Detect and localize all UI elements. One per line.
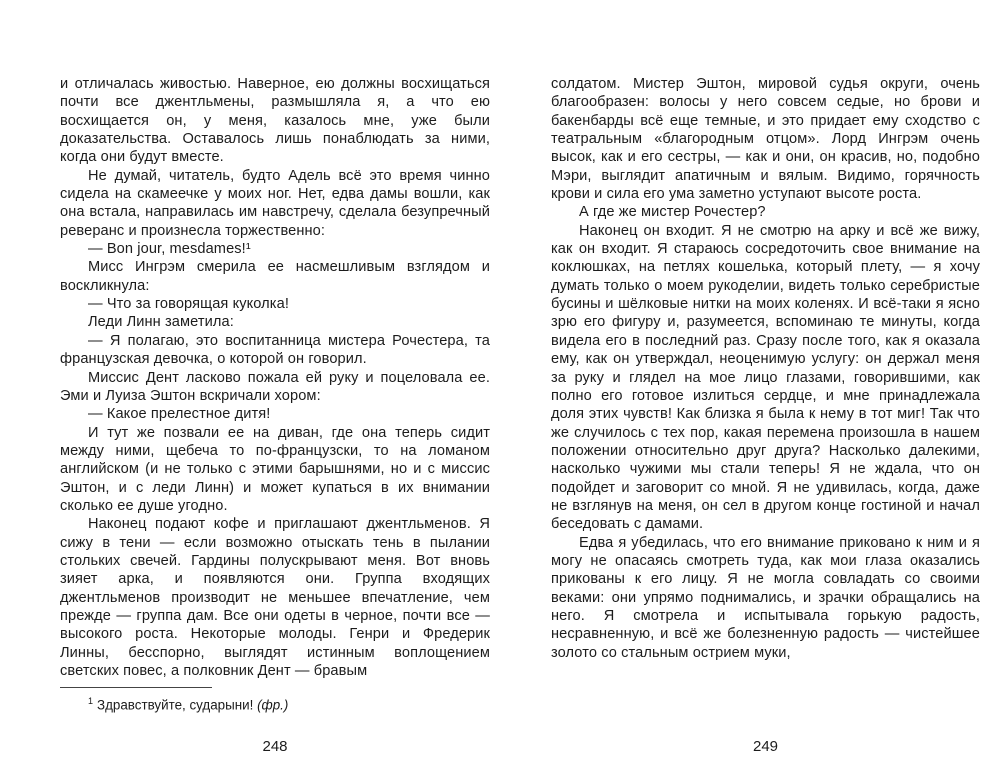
page-number-left: 248 bbox=[262, 738, 288, 755]
footnote-marker: 1 bbox=[88, 696, 94, 707]
paragraph: Наконец он входит. Я не смотрю на арку и всё же вижу, как он входит. Я стараюсь сосредоточить свое внимание на коклюшках, на петлях кошелька, который плету, — я хочу думать только о моем рукоделии, видеть только серебристые бусины и шёлковые нитки на моих коленях. И всё-таки я ясно зрю его фигуру и, разумеется, вспоминаю те минуты, когда видела его в последний раз. Сразу после того, как я оказала ему, как он утверждал, неоценимую услугу: он держал меня за руку и глядел на мое лицо глазами, говорившими, как полно его готовое излиться сердце, и мне принадлежала доля этих чувств! Как близка я была к нему в тот миг! Так что же случилось с тех пор, какая перемена произошла в нашем положении относительно друг друга? Насколько далекими, насколько чужими мы стали теперь! Я не ждала, что он подойдет и заговорит со мной. Я не удивилась, когда, даже не взглянув на меня, он сел в другом конце гостиной и начал беседовать с дамами. bbox=[551, 222, 980, 533]
paragraph: и отличалась живостью. Наверное, ею должны восхищаться почти все джентльмены, размышляла я, а что ею восхищается он, у меня, казалось мне, уже были доказательства. Оставалось лишь понаблюдать за ними, когда они будут вместе. bbox=[60, 76, 490, 166]
footnote-text bbox=[60, 693, 490, 713]
paragraph: — Я полагаю, это воспитанница мистера Рочестера, та французская девочка, о которой он говорил. bbox=[60, 332, 490, 368]
footnote-rule bbox=[60, 687, 212, 688]
paragraph: Леди Линн заметила: bbox=[88, 314, 234, 331]
paragraph: Не думай, читатель, будто Адель всё это время чинно сидела на скамеечке у моих ног. Нет, едва дамы вошли, как она встала, направилась им навстречу, сделала безупречный реверанс и произнесла торжественно: bbox=[60, 167, 490, 239]
paragraph: Мисс Ингрэм смерила ее насмешливым взглядом и воскликнула: bbox=[60, 259, 490, 294]
paragraph: — Что за говорящая куколка! bbox=[88, 296, 289, 313]
paragraph: Миссис Дент ласково пожала ей руку и поцеловала ее. Эми и Луиза Эштон вскричали хором: bbox=[60, 369, 490, 404]
footnote bbox=[60, 687, 490, 713]
page-right bbox=[551, 75, 980, 770]
paragraph: Наконец подают кофе и приглашают джентльменов. Я сижу в тени — если возможно отыскать тень в пылании стольких свечей. Гардины полускрывают меня. Вот вновь зияет арка, и появляются они. Группа входящих джентльменов производит не меньшее впечатление, чем прежде — группа дам. Все они одеты в черное, почти все — высокого роста. Некоторые молоды. Генри и Фредерик Линны, бесспорно, выглядят истинным воплощением светских повес, а полковник Дент — бравым bbox=[60, 516, 490, 679]
footnote-body: Здравствуйте, сударыни! bbox=[97, 697, 254, 713]
page-number-right: 249 bbox=[752, 738, 779, 755]
page-left bbox=[60, 75, 490, 770]
paragraph: — Bon jour, mesdames!¹ bbox=[88, 241, 251, 258]
paragraph: солдатом. Мистер Эштон, мировой судья округи, очень благообразен: волосы у него совсем седые, но брови и бакенбарды всё еще темные, и это придает ему сходство с театральным «благородным отцом». Лорд Ингрэм очень высок, как и его сестры, — как и они, он красив, но, подобно Мэри, выглядит апатичным и вялым. Видимо, горячность крови и сила его ума заметно уступают высоте роста. bbox=[551, 76, 980, 203]
paragraph: И тут же позвали ее на диван, где она теперь сидит между ними, щебеча то по-французски, то на ломаном английском (и не только с этими барышнями, но и с миссис Эштон, и с леди Линн) и может купаться в их внимании сколько ее душе угодно. bbox=[60, 424, 490, 514]
paragraph: Едва я убедилась, что его внимание приковано к ним и я могу не опасаясь смотреть туда, как мои глаза оказались прикованы к его лицу. Я не могла совладать со своими веками: они упрямо поднимались, и зрачки обращались на него. Я смотрела и испытывала горькую радость, несравненную, и всё же болезненную радость — чистейшее золото со стальным острием муки, bbox=[551, 534, 980, 661]
footnote-language-note: (фр.) bbox=[257, 697, 289, 713]
paragraph: — Какое прелестное дитя! bbox=[88, 406, 271, 423]
page-right-text bbox=[551, 75, 980, 662]
paragraph: А где же мистер Рочестер? bbox=[579, 204, 766, 221]
page-left-text bbox=[60, 75, 490, 680]
